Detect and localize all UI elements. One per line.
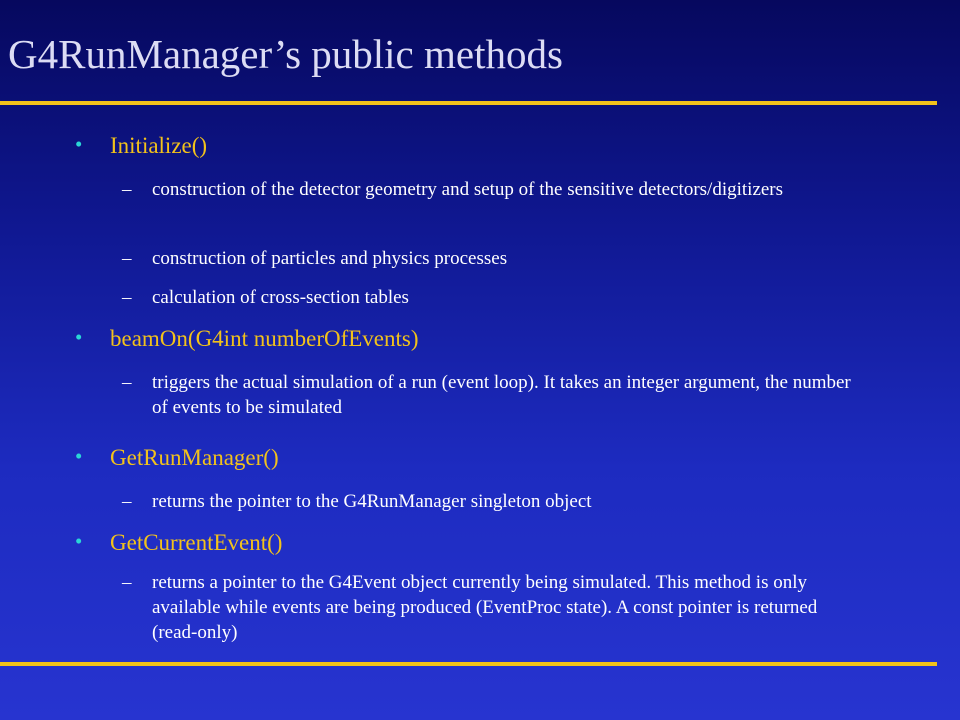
method-getrunmanager — [75, 444, 279, 470]
detail-item — [122, 177, 852, 202]
method-initialize — [75, 132, 208, 158]
dash-icon: – — [122, 491, 132, 512]
footer-divider — [0, 662, 937, 666]
detail-text: construction of the detector geometry and setup of the sensitive detectors/digitizers — [152, 179, 784, 200]
detail-text: returns a pointer to the G4Event object currently being simulated. This method is only available while events are being produced (EventProc state). A const pointer is returned (read-only) — [152, 572, 818, 643]
bullet-icon: • — [75, 529, 83, 553]
dash-icon: – — [122, 179, 132, 200]
method-name: Initialize() — [110, 133, 208, 158]
bullet-icon: • — [75, 132, 83, 156]
detail-text: calculation of cross-section tables — [152, 287, 409, 308]
method-getcurrentevent — [75, 529, 283, 555]
method-name: GetCurrentEvent() — [110, 530, 283, 555]
detail-item — [122, 370, 852, 420]
method-name: GetRunManager() — [110, 445, 279, 470]
method-beamon — [75, 325, 419, 351]
dash-icon: – — [122, 572, 132, 593]
bullet-icon: • — [75, 444, 83, 468]
slide-title: G4RunManager’s public methods — [8, 31, 563, 77]
dash-icon: – — [122, 287, 132, 308]
bullet-icon: • — [75, 325, 83, 349]
dash-icon: – — [122, 372, 132, 393]
detail-item — [122, 570, 852, 645]
detail-text: triggers the actual simulation of a run (event loop). It takes an integer argument, the number of events to be simulated — [152, 372, 851, 418]
detail-item — [122, 246, 852, 271]
method-name: beamOn(G4int numberOfEvents) — [110, 326, 419, 351]
detail-item — [122, 285, 852, 310]
detail-item — [122, 489, 852, 514]
detail-text: construction of particles and physics processes — [152, 248, 508, 269]
detail-text: returns the pointer to the G4RunManager singleton object — [152, 491, 592, 512]
dash-icon: – — [122, 248, 132, 269]
